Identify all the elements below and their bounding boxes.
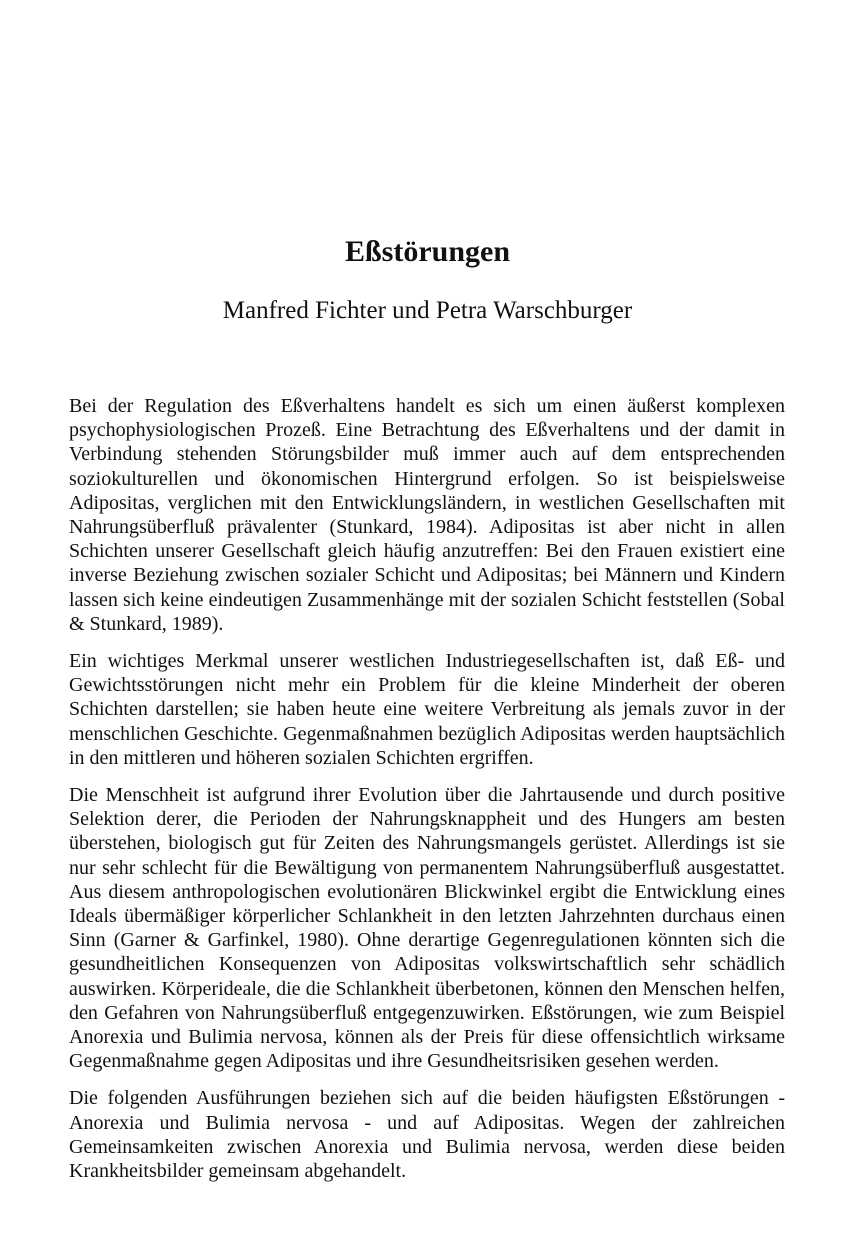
paragraph-4: Die folgenden Ausführungen beziehen sich auf die beiden häufigsten Eßstörungen - Anorexia und Bulimia nervosa - und auf Adipositas. Wegen der zahlreichen Gemeinsamkeiten zwischen Anorexia und Bulimia nervosa, werden diese beiden Krankheitsbilder gemeinsam abgehandelt.: [69, 1087, 785, 1183]
chapter-title: Eßstörungen: [344, 235, 511, 268]
body-text: [69, 394, 785, 1196]
paragraph-1: Bei der Regulation des Eßverhaltens handelt es sich um einen äußerst komplexen psychophysiologischen Prozeß. Eine Betrachtung des Eßverhaltens und der damit in Verbindung stehenden Störungsbilder muß immer auch auf dem entsprechenden soziokulturellen und ökonomischen Hintergrund erfolgen. So ist beispielsweise Adipositas, verglichen mit den Entwicklungsländern, in westlichen Gesellschaften mit Nahrungsüberfluß prävalenter (Stunkard, 1984). Adipositas ist aber nicht in allen Schichten unserer Gesellschaft gleich häufig anzutreffen: Bei den Frauen existiert eine inverse Beziehung zwischen sozialer Schicht und Adipositas; bei Männern und Kindern lassen sich keine eindeutigen Zusammenhänge mit der sozialen Schicht feststellen (Sobal & Stunkard, 1989).: [69, 395, 785, 635]
paragraph-3: Die Menschheit ist aufgrund ihrer Evolution über die Jahrtausende und durch positive Selektion derer, die Perioden der Nahrungsknappheit und des Hungers am besten überstehen, biologisch gut für Zeiten des Nahrungsmangels gerüstet. Allerdings ist sie nur sehr schlecht für die Bewältigung von permanentem Nahrungsüberfluß ausgestattet. Aus diesem anthropologischen evolutionären Blickwinkel ergibt die Entwicklung eines Ideals übermäßiger körperlicher Schlankheit in den letzten Jahrzehnten durchaus einen Sinn (Garner & Garfinkel, 1980). Ohne derartige Gegenregulationen könnten sich die gesundheitlichen Konsequenzen von Adipositas volkswirtschaftlich sehr schädlich auswirken. Körperideale, die die Schlankheit überbetonen, können den Menschen helfen, den Gefahren von Nahrungsüberfluß entgegenzuwirken. Eßstörungen, wie zum Beispiel Anorexia und Bulimia nervosa, können als der Preis für diese offensichtlich wirksame Gegenmaßnahme gegen Adipositas und ihre Gesundheitsrisiken gesehen werden.: [69, 784, 785, 1073]
paragraph-2: Ein wichtiges Merkmal unserer westlichen Industriegesellschaften ist, daß Eß- und Gewichtsstörungen nicht mehr ein Problem für die kleine Minderheit der oberen Schichten darstellen; sie haben heute eine weitere Verbreitung als jemals zuvor in der menschlichen Geschichte. Gegenmaßnahmen bezüglich Adipositas werden hauptsächlich in den mittleren und höheren sozialen Schichten ergriffen.: [69, 650, 785, 769]
chapter-authors: Manfred Fichter und Petra Warschburger: [222, 297, 633, 324]
